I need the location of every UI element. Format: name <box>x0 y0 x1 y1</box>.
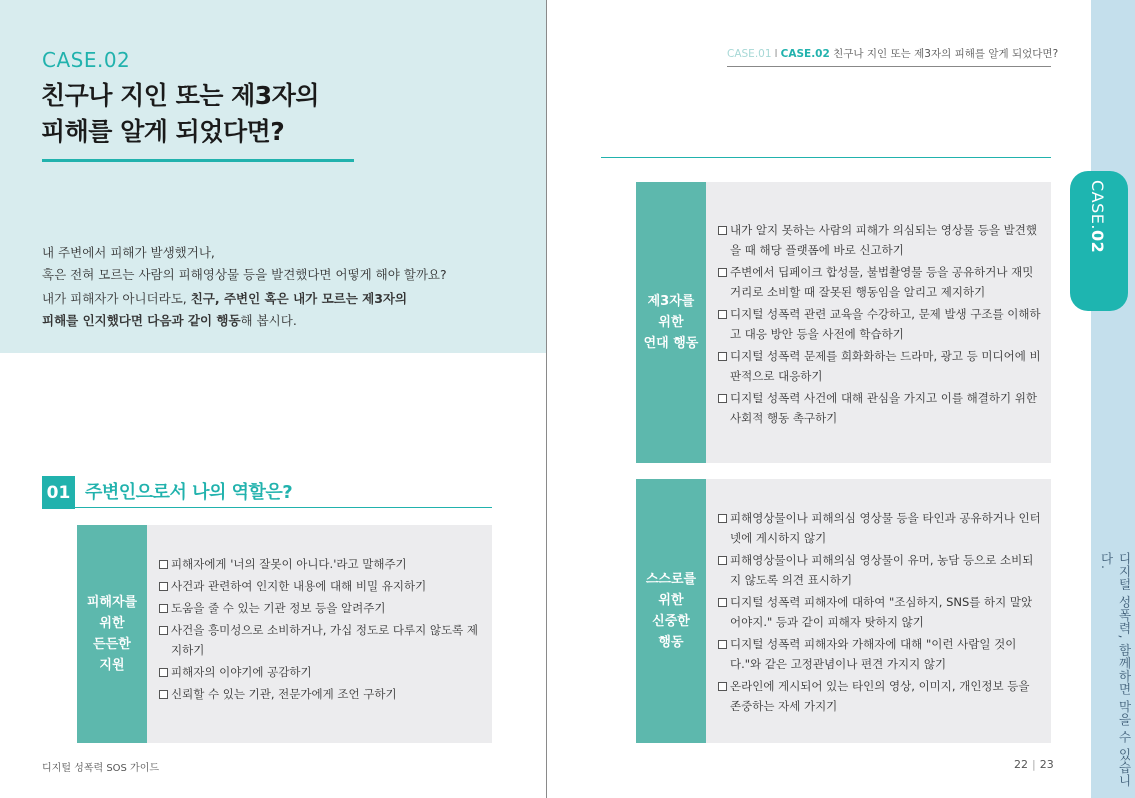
side-strip-slogan: 디지털 성폭력, 함께하면 막을 수 있습니다. <box>1099 552 1132 787</box>
running-head-rule <box>727 66 1051 67</box>
intro-text <box>42 242 447 332</box>
heading-line: 지원 <box>99 658 125 673</box>
heading-line: 행동 <box>658 635 684 650</box>
list-item: 피해자에게 '너의 잘못이 아니다.'라고 말해주기 <box>159 554 484 574</box>
heading-line: 위한 <box>658 315 684 330</box>
running-head-case01: CASE.01 <box>727 48 772 60</box>
section-title: 주변인으로서 나의 역할은? <box>85 482 293 503</box>
section-number: 01 <box>42 476 75 509</box>
case-label: CASE.02 <box>42 48 131 72</box>
intro-line-4-regular: 해 봅시다. <box>240 313 297 328</box>
solidarity-heading <box>636 182 706 463</box>
list-item: 디지털 성폭력 사건에 대해 관심을 가지고 이를 해결하기 위한 사회적 행동 촉구하기 <box>718 388 1043 428</box>
intro-line-3-bold: 친구, 주변인 혹은 내가 모르는 제3자의 <box>190 291 408 306</box>
list-item: 디지털 성폭력 문제를 희화화하는 드라마, 광고 등 미디어에 비판적으로 대응하기 <box>718 346 1043 386</box>
running-head-case02: CASE.02 <box>780 48 830 60</box>
careful-action-heading <box>636 479 706 743</box>
list-item: 신뢰할 수 있는 기관, 전문가에게 조언 구하기 <box>159 684 484 704</box>
page-number-left: 22 <box>1014 758 1028 771</box>
intro-line-4-bold: 피해를 인지했다면 다음과 같이 행동 <box>42 313 241 328</box>
footer-guide-title: 디지털 성폭력 SOS 가이드 <box>42 763 160 774</box>
page-numbers <box>1014 758 1054 771</box>
page-number-separator: | <box>1032 758 1036 771</box>
list-item: 피해영상물이나 피해의심 영상물이 유머, 농담 등으로 소비되지 않도록 의견 표시하기 <box>718 550 1043 590</box>
heading-line: 제3자를 <box>647 294 695 309</box>
page-title-line-2: 피해를 알게 되었다면? <box>41 117 285 146</box>
list-item: 도움을 줄 수 있는 기관 정보 등을 알려주기 <box>159 598 484 618</box>
list-item: 내가 알지 못하는 사람의 피해가 의심되는 영상물 등을 발견했을 때 해당 플랫폼에 바로 신고하기 <box>718 220 1043 260</box>
intro-line-1: 내 주변에서 피해가 발생했거나, <box>42 245 215 260</box>
list-item: 사건과 관련하여 인지한 내용에 대해 비밀 유지하기 <box>159 576 484 596</box>
heading-line: 위한 <box>99 616 125 631</box>
solidarity-box <box>636 182 1051 463</box>
list-item: 사건을 흥미성으로 소비하거나, 가십 정도로 다루지 않도록 제지하기 <box>159 620 484 660</box>
intro-line-4 <box>42 310 447 332</box>
case-tab-prefix: CASE. <box>1088 180 1107 230</box>
careful-action-list <box>718 508 1043 716</box>
victim-support-box <box>77 525 492 743</box>
victim-support-list <box>159 554 484 704</box>
page-title-line-1: 친구나 지인 또는 제3자의 <box>41 81 320 110</box>
heading-line: 스스로를 <box>645 572 697 587</box>
intro-line-3 <box>42 288 447 310</box>
heading-line: 연대 행동 <box>643 336 699 351</box>
heading-line: 든든한 <box>93 637 131 652</box>
page-number-right: 23 <box>1039 758 1054 771</box>
case-tab-label <box>1088 180 1107 253</box>
list-item: 피해자의 이야기에 공감하기 <box>159 662 484 682</box>
running-head-separator: I <box>774 48 778 60</box>
list-item: 온라인에 게시되어 있는 타인의 영상, 이미지, 개인정보 등을 존중하는 자세 가지기 <box>718 676 1043 716</box>
heading-line: 위한 <box>658 593 684 608</box>
list-item: 디지털 성폭력 관련 교육을 수강하고, 문제 발생 구조를 이해하고 대응 방안 등을 사전에 학습하기 <box>718 304 1043 344</box>
right-page-rule <box>601 157 1051 158</box>
page-spine <box>546 0 547 798</box>
heading-line: 피해자를 <box>86 595 138 610</box>
solidarity-list <box>718 220 1043 428</box>
section-underline <box>42 507 492 508</box>
list-item: 디지털 성폭력 피해자와 가해자에 대해 "이런 사람일 것이다."와 같은 고정관념이나 편견 가지지 않기 <box>718 634 1043 674</box>
case-tab-number: 02 <box>1088 229 1107 254</box>
careful-action-box <box>636 479 1051 743</box>
page-title <box>41 78 319 150</box>
intro-line-2: 혹은 전혀 모르는 사람의 피해영상물 등을 발견했다면 어떻게 해야 할까요? <box>42 267 447 282</box>
list-item: 주변에서 딥페이크 합성물, 불법촬영물 등을 공유하거나 재밋거리로 소비할 때 잘못된 행동임을 알리고 제지하기 <box>718 262 1043 302</box>
heading-line: 신중한 <box>652 614 690 629</box>
intro-line-3-regular: 내가 피해자가 아니더라도, <box>42 291 191 306</box>
title-underline <box>42 159 354 162</box>
running-head <box>727 46 1058 61</box>
running-head-title: 친구나 지인 또는 제3자의 피해를 알게 되었다면? <box>833 48 1059 60</box>
list-item: 디지털 성폭력 피해자에 대하여 "조심하지, SNS를 하지 말았어야지." 등과 같이 피해자 탓하지 않기 <box>718 592 1043 632</box>
list-item: 피해영상물이나 피해의심 영상물 등을 타인과 공유하거나 인터넷에 게시하지 않기 <box>718 508 1043 548</box>
victim-support-heading <box>77 525 147 743</box>
